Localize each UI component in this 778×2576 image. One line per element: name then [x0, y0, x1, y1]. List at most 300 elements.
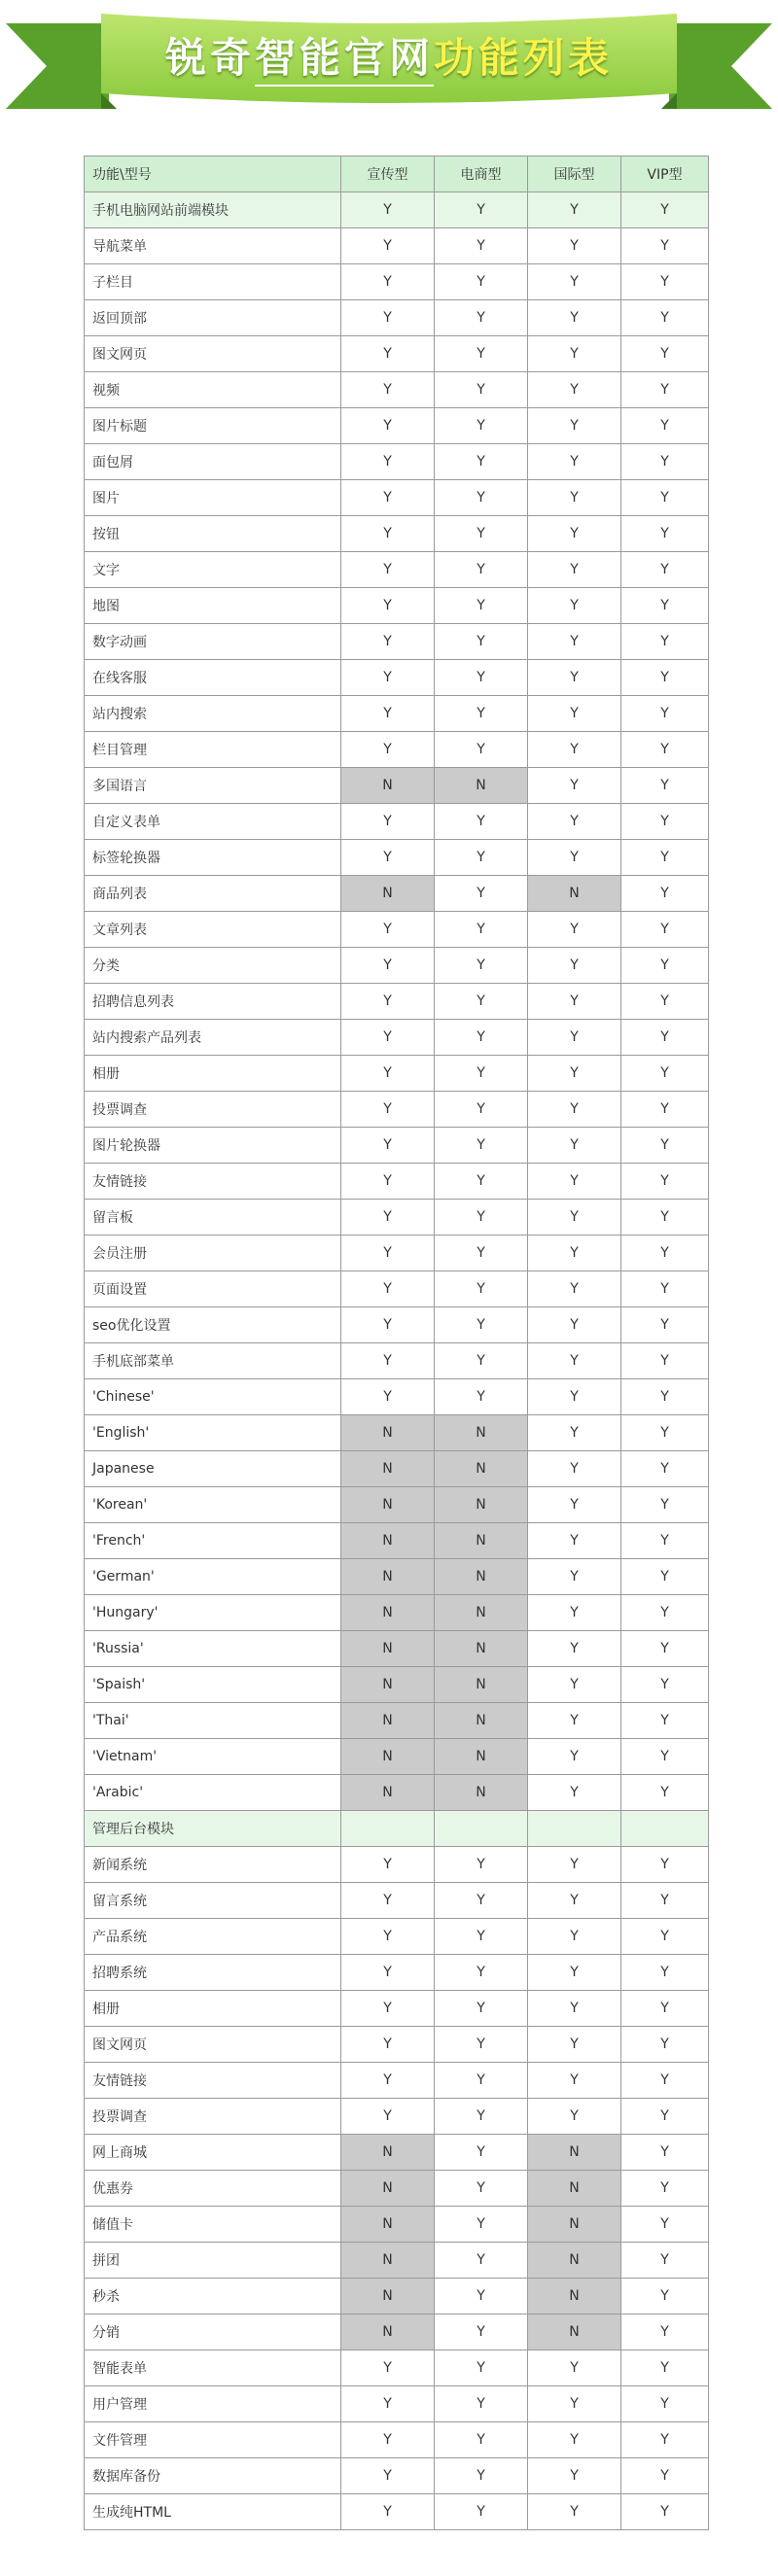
- support-cell: Y: [621, 876, 709, 912]
- support-cell: Y: [435, 2315, 528, 2350]
- feature-name: 图片标题: [85, 408, 341, 444]
- support-cell: Y: [621, 1919, 709, 1955]
- support-cell: Y: [435, 2063, 528, 2099]
- support-cell: Y: [621, 1128, 709, 1164]
- support-cell: N: [435, 768, 528, 804]
- feature-name: 页面设置: [85, 1271, 341, 1307]
- support-cell: Y: [435, 660, 528, 696]
- support-cell: Y: [435, 1020, 528, 1056]
- table-row: [85, 444, 709, 480]
- support-cell: Y: [341, 912, 435, 948]
- support-cell: Y: [528, 300, 621, 336]
- table-row: [85, 1775, 709, 1811]
- table-row: [85, 1020, 709, 1056]
- support-cell: Y: [528, 552, 621, 588]
- table-row: [85, 2207, 709, 2243]
- support-cell: N: [341, 1739, 435, 1775]
- support-cell: Y: [341, 192, 435, 228]
- table-row: [85, 660, 709, 696]
- support-cell: Y: [341, 2063, 435, 2099]
- support-cell: Y: [621, 2494, 709, 2530]
- support-cell: Y: [435, 1200, 528, 1236]
- feature-name: 会员注册: [85, 1236, 341, 1271]
- feature-name: 站内搜索产品列表: [85, 1020, 341, 1056]
- support-cell: Y: [435, 2099, 528, 2135]
- feature-name: 商品列表: [85, 876, 341, 912]
- support-cell: Y: [621, 660, 709, 696]
- support-cell: N: [528, 2207, 621, 2243]
- support-cell: Y: [621, 2350, 709, 2386]
- support-cell: Y: [341, 2386, 435, 2422]
- feature-name: 秒杀: [85, 2279, 341, 2315]
- support-cell: Y: [528, 1919, 621, 1955]
- table-row: [85, 372, 709, 408]
- support-cell: Y: [341, 336, 435, 372]
- support-cell: Y: [528, 2063, 621, 2099]
- support-cell: Y: [435, 984, 528, 1020]
- support-cell: Y: [621, 2422, 709, 2458]
- feature-name: 多国语言: [85, 768, 341, 804]
- table-row: [85, 516, 709, 552]
- support-cell: Y: [621, 2458, 709, 2494]
- support-cell: Y: [435, 2279, 528, 2315]
- support-cell: Y: [435, 1271, 528, 1307]
- support-cell: N: [341, 1595, 435, 1631]
- support-cell: Y: [528, 1631, 621, 1667]
- support-cell: N: [341, 1775, 435, 1811]
- support-cell: Y: [435, 444, 528, 480]
- table-row: [85, 1200, 709, 1236]
- support-cell: N: [528, 876, 621, 912]
- support-cell: N: [435, 1487, 528, 1523]
- support-cell: Y: [528, 1020, 621, 1056]
- table-row: [85, 2243, 709, 2279]
- feature-name: 数字动画: [85, 624, 341, 660]
- feature-name: 图文网页: [85, 2027, 341, 2063]
- table-row: [85, 1703, 709, 1739]
- support-cell: Y: [621, 1991, 709, 2027]
- support-cell: Y: [341, 588, 435, 624]
- support-cell: Y: [528, 1236, 621, 1271]
- support-cell: Y: [435, 300, 528, 336]
- support-cell: Y: [621, 228, 709, 264]
- table-row: [85, 876, 709, 912]
- section-row: [85, 192, 709, 228]
- table-row: [85, 2279, 709, 2315]
- support-cell: Y: [621, 300, 709, 336]
- support-cell: Y: [621, 1631, 709, 1667]
- support-cell: Y: [341, 1343, 435, 1379]
- support-cell: Y: [341, 480, 435, 516]
- section-title: 手机电脑网站前端模块: [85, 192, 341, 228]
- support-cell: Y: [435, 2494, 528, 2530]
- support-cell: N: [435, 1739, 528, 1775]
- support-cell: Y: [621, 444, 709, 480]
- support-cell: Y: [341, 1200, 435, 1236]
- support-cell: Y: [621, 1379, 709, 1415]
- support-cell: Y: [435, 1164, 528, 1200]
- support-cell: Y: [621, 1955, 709, 1991]
- feature-name: 'Korean': [85, 1487, 341, 1523]
- support-cell: Y: [621, 1092, 709, 1128]
- support-cell: Y: [341, 2458, 435, 2494]
- support-cell: Y: [435, 1092, 528, 1128]
- feature-name: 储值卡: [85, 2207, 341, 2243]
- support-cell: Y: [621, 1236, 709, 1271]
- table-row: [85, 1056, 709, 1092]
- support-cell: N: [528, 2135, 621, 2171]
- feature-name: 新闻系统: [85, 1847, 341, 1883]
- table-row: [85, 2315, 709, 2350]
- feature-name: 'Hungary': [85, 1595, 341, 1631]
- table-row: [85, 1739, 709, 1775]
- table-row: [85, 984, 709, 1020]
- support-cell: Y: [435, 948, 528, 984]
- support-cell: Y: [621, 1667, 709, 1703]
- support-cell: N: [341, 1631, 435, 1667]
- support-cell: Y: [621, 1056, 709, 1092]
- support-cell: Y: [621, 372, 709, 408]
- support-cell: Y: [528, 768, 621, 804]
- support-cell: Y: [621, 804, 709, 840]
- support-cell: Y: [621, 696, 709, 732]
- table-row: [85, 1523, 709, 1559]
- feature-name: 优惠券: [85, 2171, 341, 2207]
- feature-name: 文章列表: [85, 912, 341, 948]
- support-cell: N: [528, 2243, 621, 2279]
- support-cell: Y: [621, 1415, 709, 1451]
- support-cell: Y: [435, 696, 528, 732]
- table-row: [85, 912, 709, 948]
- feature-name: 返回顶部: [85, 300, 341, 336]
- support-cell: Y: [435, 2458, 528, 2494]
- feature-name: 图片轮换器: [85, 1128, 341, 1164]
- support-cell: N: [528, 2315, 621, 2350]
- feature-table-body: [85, 157, 709, 2530]
- support-cell: Y: [435, 264, 528, 300]
- feature-name: 'Chinese': [85, 1379, 341, 1415]
- support-cell: N: [341, 1451, 435, 1487]
- support-cell: Y: [341, 1236, 435, 1271]
- support-cell: Y: [435, 1379, 528, 1415]
- support-cell: Y: [341, 444, 435, 480]
- support-cell: Y: [435, 552, 528, 588]
- support-cell: Y: [621, 1307, 709, 1343]
- header-ecommerce: 电商型: [435, 157, 528, 192]
- table-row: [85, 1595, 709, 1631]
- support-cell: Y: [621, 1164, 709, 1200]
- support-cell: Y: [341, 300, 435, 336]
- support-cell: Y: [341, 1379, 435, 1415]
- table-header-row: [85, 157, 709, 192]
- feature-name: 招聘信息列表: [85, 984, 341, 1020]
- table-row: [85, 1955, 709, 1991]
- section-title: 管理后台模块: [85, 1811, 341, 1847]
- support-cell: Y: [528, 2422, 621, 2458]
- support-cell: Y: [528, 984, 621, 1020]
- support-cell: Y: [435, 588, 528, 624]
- title-text-main: 锐奇智能官网: [164, 34, 434, 82]
- table-row: [85, 588, 709, 624]
- support-cell: Y: [528, 1343, 621, 1379]
- support-cell: Y: [528, 588, 621, 624]
- support-cell: Y: [528, 2386, 621, 2422]
- support-cell: Y: [621, 1523, 709, 1559]
- support-cell: Y: [435, 732, 528, 768]
- support-cell: Y: [621, 1451, 709, 1487]
- support-cell: Y: [341, 660, 435, 696]
- support-cell: Y: [435, 804, 528, 840]
- feature-name: Japanese: [85, 1451, 341, 1487]
- support-cell: Y: [528, 192, 621, 228]
- table-row: [85, 2494, 709, 2530]
- feature-name: 地图: [85, 588, 341, 624]
- support-cell: Y: [621, 912, 709, 948]
- feature-name: 文件管理: [85, 2422, 341, 2458]
- header-international: 国际型: [528, 157, 621, 192]
- feature-name: 'German': [85, 1559, 341, 1595]
- table-row: [85, 1451, 709, 1487]
- support-cell: N: [435, 1559, 528, 1595]
- feature-name: 智能表单: [85, 2350, 341, 2386]
- feature-name: 生成纯HTML: [85, 2494, 341, 2530]
- table-row: [85, 1487, 709, 1523]
- support-cell: N: [435, 1703, 528, 1739]
- support-cell: Y: [528, 1667, 621, 1703]
- support-cell: Y: [528, 444, 621, 480]
- feature-name: 招聘系统: [85, 1955, 341, 1991]
- table-row: [85, 2135, 709, 2171]
- support-cell: Y: [621, 2099, 709, 2135]
- support-cell: Y: [435, 1919, 528, 1955]
- support-cell: Y: [528, 1271, 621, 1307]
- support-cell: Y: [341, 264, 435, 300]
- table-row: [85, 300, 709, 336]
- support-cell: Y: [621, 2315, 709, 2350]
- support-cell: N: [435, 1667, 528, 1703]
- support-cell: Y: [341, 1991, 435, 2027]
- support-cell: N: [341, 1523, 435, 1559]
- header-promo: 宣传型: [341, 157, 435, 192]
- support-cell: Y: [621, 1487, 709, 1523]
- feature-name: 投票调查: [85, 2099, 341, 2135]
- support-cell: Y: [621, 1739, 709, 1775]
- feature-name: 图片: [85, 480, 341, 516]
- table-row: [85, 2099, 709, 2135]
- support-cell: Y: [621, 408, 709, 444]
- support-cell: Y: [341, 2099, 435, 2135]
- support-cell: Y: [341, 948, 435, 984]
- support-cell: Y: [528, 624, 621, 660]
- support-cell: Y: [528, 732, 621, 768]
- table-row: [85, 1631, 709, 1667]
- support-cell: Y: [528, 948, 621, 984]
- section-row: [85, 1811, 709, 1847]
- table-row: [85, 1991, 709, 2027]
- support-cell: N: [341, 1487, 435, 1523]
- support-cell: Y: [528, 480, 621, 516]
- support-cell: Y: [341, 516, 435, 552]
- feature-name: 相册: [85, 1991, 341, 2027]
- support-cell: N: [528, 2279, 621, 2315]
- feature-name: 'French': [85, 1523, 341, 1559]
- support-cell: Y: [528, 2099, 621, 2135]
- support-cell: N: [341, 876, 435, 912]
- support-cell: Y: [621, 2027, 709, 2063]
- feature-name: 相册: [85, 1056, 341, 1092]
- table-row: [85, 1128, 709, 1164]
- support-cell: Y: [621, 1343, 709, 1379]
- feature-name: 视频: [85, 372, 341, 408]
- support-cell: Y: [435, 1991, 528, 2027]
- support-cell: Y: [341, 1307, 435, 1343]
- support-cell: Y: [341, 2350, 435, 2386]
- support-cell: N: [435, 1523, 528, 1559]
- support-cell: Y: [528, 840, 621, 876]
- table-row: [85, 2350, 709, 2386]
- support-cell: Y: [341, 2494, 435, 2530]
- support-cell: Y: [435, 372, 528, 408]
- table-row: [85, 2422, 709, 2458]
- support-cell: Y: [341, 624, 435, 660]
- support-cell: Y: [435, 2422, 528, 2458]
- support-cell: Y: [621, 624, 709, 660]
- table-row: [85, 1919, 709, 1955]
- support-cell: Y: [435, 2027, 528, 2063]
- table-row: [85, 408, 709, 444]
- support-cell: N: [435, 1415, 528, 1451]
- table-row: [85, 1379, 709, 1415]
- table-row: [85, 2458, 709, 2494]
- support-cell: Y: [528, 372, 621, 408]
- support-cell: Y: [435, 2386, 528, 2422]
- table-row: [85, 1667, 709, 1703]
- support-cell: Y: [435, 2207, 528, 2243]
- support-cell: Y: [621, 192, 709, 228]
- support-cell: Y: [528, 1847, 621, 1883]
- support-cell: Y: [528, 1415, 621, 1451]
- feature-name: 友情链接: [85, 2063, 341, 2099]
- feature-name: 按钮: [85, 516, 341, 552]
- support-cell: Y: [341, 1955, 435, 1991]
- support-cell: Y: [528, 1559, 621, 1595]
- support-cell: Y: [435, 2135, 528, 2171]
- table-row: [85, 840, 709, 876]
- support-cell: Y: [621, 1020, 709, 1056]
- title-text-accent: 功能列表: [434, 34, 614, 82]
- table-row: [85, 552, 709, 588]
- support-cell: Y: [528, 804, 621, 840]
- feature-name: 'Russia': [85, 1631, 341, 1667]
- support-cell: Y: [341, 1092, 435, 1128]
- support-cell: Y: [621, 984, 709, 1020]
- support-cell: Y: [435, 192, 528, 228]
- support-cell: Y: [341, 984, 435, 1020]
- support-cell: Y: [621, 840, 709, 876]
- support-cell: Y: [621, 1775, 709, 1811]
- support-cell: N: [435, 1451, 528, 1487]
- table-row: [85, 1164, 709, 1200]
- feature-name: 导航菜单: [85, 228, 341, 264]
- support-cell: Y: [528, 2350, 621, 2386]
- feature-name: 投票调查: [85, 1092, 341, 1128]
- table-row: [85, 1559, 709, 1595]
- support-cell: Y: [528, 2458, 621, 2494]
- feature-name: 自定义表单: [85, 804, 341, 840]
- support-cell: Y: [528, 1307, 621, 1343]
- support-cell: Y: [341, 1164, 435, 1200]
- feature-name: 留言系统: [85, 1883, 341, 1919]
- support-cell: Y: [528, 1056, 621, 1092]
- support-cell: Y: [435, 2171, 528, 2207]
- support-cell: Y: [621, 732, 709, 768]
- support-cell: Y: [528, 1200, 621, 1236]
- support-cell: N: [341, 2315, 435, 2350]
- table-row: [85, 2027, 709, 2063]
- table-row: [85, 1847, 709, 1883]
- support-cell: Y: [528, 1092, 621, 1128]
- support-cell: Y: [621, 1703, 709, 1739]
- support-cell: N: [341, 1559, 435, 1595]
- support-cell: Y: [341, 552, 435, 588]
- support-cell: Y: [528, 1379, 621, 1415]
- table-row: [85, 228, 709, 264]
- support-cell: Y: [435, 228, 528, 264]
- feature-table: [84, 156, 709, 2530]
- support-cell: Y: [528, 660, 621, 696]
- support-cell: Y: [621, 264, 709, 300]
- title-underline: [255, 85, 434, 87]
- support-cell: Y: [528, 1164, 621, 1200]
- title-banner: [0, 0, 778, 136]
- table-row: [85, 1415, 709, 1451]
- table-row: [85, 624, 709, 660]
- support-cell: Y: [621, 1595, 709, 1631]
- support-cell: Y: [621, 2386, 709, 2422]
- support-cell: Y: [621, 336, 709, 372]
- support-cell: Y: [435, 480, 528, 516]
- support-cell: Y: [435, 1343, 528, 1379]
- feature-name: 站内搜索: [85, 696, 341, 732]
- support-cell: Y: [621, 2171, 709, 2207]
- feature-name: 分销: [85, 2315, 341, 2350]
- feature-name: 'Vietnam': [85, 1739, 341, 1775]
- feature-name: seo优化设置: [85, 1307, 341, 1343]
- support-cell: Y: [341, 1847, 435, 1883]
- support-cell: Y: [528, 1595, 621, 1631]
- table-row: [85, 2063, 709, 2099]
- support-cell: Y: [528, 516, 621, 552]
- table-row: [85, 336, 709, 372]
- support-cell: Y: [621, 1883, 709, 1919]
- support-cell: Y: [528, 1775, 621, 1811]
- support-cell: N: [341, 2279, 435, 2315]
- support-cell: Y: [435, 1955, 528, 1991]
- table-row: [85, 1883, 709, 1919]
- table-row: [85, 480, 709, 516]
- support-cell: N: [435, 1631, 528, 1667]
- support-cell: Y: [435, 1883, 528, 1919]
- feature-name: 栏目管理: [85, 732, 341, 768]
- support-cell: Y: [435, 1236, 528, 1271]
- support-cell: N: [528, 2171, 621, 2207]
- support-cell: Y: [435, 1307, 528, 1343]
- support-cell: Y: [341, 2027, 435, 2063]
- support-cell: Y: [621, 1559, 709, 1595]
- support-cell: Y: [621, 2279, 709, 2315]
- feature-name: 子栏目: [85, 264, 341, 300]
- support-cell: Y: [341, 732, 435, 768]
